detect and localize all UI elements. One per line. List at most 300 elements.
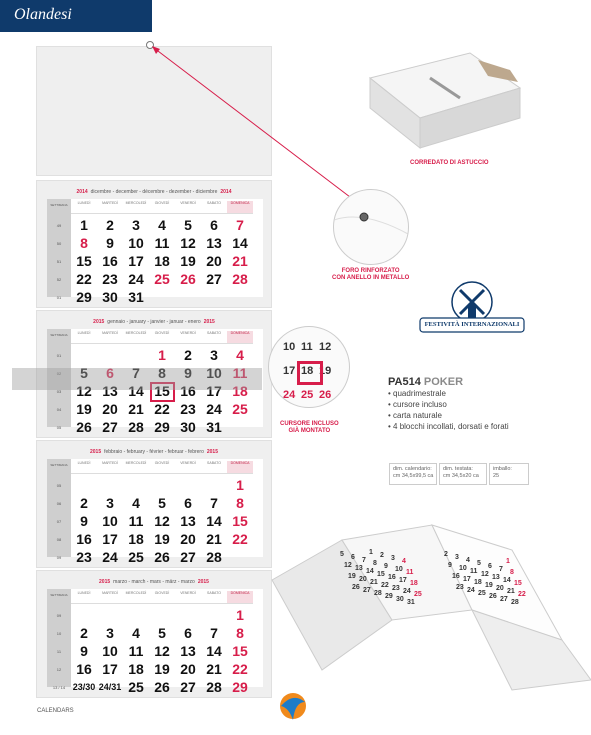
- feature-item: [388, 410, 509, 421]
- gift-case-illustration: [360, 48, 530, 158]
- lens-row3-a: 24: [283, 389, 296, 401]
- lens-cursor-square: [297, 361, 323, 385]
- day-cell: 15: [154, 383, 170, 399]
- fold-day-cell: 26: [489, 593, 497, 600]
- week-number: 52: [56, 277, 62, 282]
- day-cell: 13: [102, 383, 118, 399]
- day-cell: 19: [180, 253, 196, 269]
- month-panel: [36, 570, 272, 698]
- day-cell: 13: [180, 513, 196, 529]
- hole-detail-lens: [333, 189, 409, 265]
- month-year: 2015: [197, 579, 209, 585]
- day-cell: 4: [236, 347, 244, 363]
- day-cell: 11: [128, 513, 144, 529]
- day-cell: 27: [206, 271, 222, 287]
- spec-label: imballo:: [493, 466, 512, 472]
- day-cell: 3: [210, 347, 218, 363]
- day-cell: 28: [206, 549, 222, 565]
- month-grid: [47, 199, 263, 305]
- day-cell: 2: [80, 495, 88, 511]
- fold-day-cell: 15: [514, 580, 522, 587]
- day-cell: 23: [76, 549, 92, 565]
- day-cell: 15: [232, 643, 248, 659]
- day-cell: 25: [154, 271, 170, 287]
- month-name: gennaio - january - janvier - januar - enero: [107, 319, 201, 325]
- day-cell: 23/30: [72, 682, 96, 692]
- day-cell: 20: [180, 531, 196, 547]
- fold-day-cell: 10: [459, 565, 467, 572]
- fold-day-cell: 19: [485, 582, 493, 589]
- fold-day-cell: 6: [488, 563, 492, 570]
- day-cell: 16: [102, 253, 118, 269]
- month-panel: [36, 180, 272, 308]
- lens-row3-b: 25: [301, 389, 314, 401]
- week-number: 05: [56, 483, 62, 488]
- day-cell: 30: [180, 419, 196, 435]
- day-cell: 7: [236, 217, 244, 233]
- fold-day-cell: 6: [351, 554, 355, 561]
- day-cell: 26: [76, 419, 92, 435]
- day-cell: 8: [158, 365, 166, 381]
- fold-day-cell: 4: [466, 557, 470, 564]
- day-cell: 14: [206, 513, 222, 529]
- feature-text: carta naturale: [393, 411, 442, 420]
- hole-caption-line1: FORO RINFORZATO: [341, 268, 400, 274]
- day-cell: 2: [184, 347, 192, 363]
- metal-ring-icon: [334, 190, 408, 264]
- spec-value: cm 34,5x99,5 ca: [393, 473, 434, 479]
- day-cell: 6: [184, 625, 192, 641]
- fold-day-cell: 14: [366, 568, 374, 575]
- fold-day-cell: 8: [510, 569, 514, 576]
- folded-calendar-illustration: [262, 520, 591, 700]
- bullet-icon: •: [388, 411, 394, 420]
- fold-day-cell: 31: [407, 599, 415, 606]
- day-cell: 18: [232, 383, 248, 399]
- day-cell: 26: [154, 549, 170, 565]
- section-title: Olandesi: [14, 6, 72, 23]
- weekday-header: MARTEDÌ: [97, 331, 123, 344]
- day-cell: 1: [158, 347, 166, 363]
- day-cell: 21: [206, 661, 222, 677]
- week-column: [47, 589, 71, 687]
- fold-day-cell: 29: [385, 593, 393, 600]
- day-cell: 12: [154, 513, 170, 529]
- month-title: [37, 189, 271, 195]
- fold-day-cell: 22: [518, 591, 526, 598]
- week-number: 50: [56, 241, 62, 246]
- day-cell: 4: [132, 495, 140, 511]
- day-cell: 29: [154, 419, 170, 435]
- spec-value: 25: [493, 473, 500, 479]
- week-column: [47, 199, 71, 297]
- fold-day-cell: 25: [414, 591, 422, 598]
- week-header: SETTIMANA: [50, 203, 68, 207]
- week-number: 02: [56, 371, 62, 376]
- day-cell: 3: [132, 217, 140, 233]
- week-header: SETTIMANA: [50, 333, 68, 337]
- fold-day-cell: 27: [500, 596, 508, 603]
- month-year: 2015: [99, 579, 111, 585]
- day-cell: 11: [232, 365, 248, 381]
- month-name: dicembre - december - décembre - dezember - diciembre: [90, 189, 218, 195]
- month-year: 2014: [220, 189, 232, 195]
- day-cell: 3: [106, 625, 114, 641]
- month-panel: [36, 440, 272, 568]
- month-year: 2015: [206, 449, 218, 455]
- hole-caption: [332, 268, 409, 282]
- cursor-caption: [280, 421, 339, 435]
- week-number: 05: [56, 425, 62, 430]
- day-cell: 17: [128, 253, 144, 269]
- month-name: marzo - march - mars - märz - marzo: [113, 579, 195, 585]
- lens-row2-b: 18: [301, 365, 314, 377]
- weekday-header: LUNEDÌ: [71, 201, 97, 214]
- bullet-icon: •: [388, 389, 394, 398]
- month-year: 2014: [76, 189, 88, 195]
- week-number: 09: [56, 555, 62, 560]
- day-cell: 7: [210, 495, 218, 511]
- day-cell: 9: [106, 235, 114, 251]
- day-cell: 17: [102, 661, 118, 677]
- month-grid: [47, 459, 263, 565]
- day-cell: 14: [206, 643, 222, 659]
- day-cell: 21: [206, 531, 222, 547]
- week-number: 10: [56, 631, 62, 636]
- weekday-header: MARTEDÌ: [97, 591, 123, 604]
- day-cell: 27: [180, 679, 196, 695]
- lens-row2-a: 17: [283, 365, 296, 377]
- product-title: [388, 376, 509, 388]
- cursor-caption-line2: GIÀ MONTATO: [288, 428, 331, 434]
- day-cell: 22: [76, 271, 92, 287]
- weekday-header: GIOVEDÌ: [149, 461, 175, 474]
- day-cell: 12: [154, 643, 170, 659]
- spec-box: [389, 463, 437, 485]
- week-number: 06: [56, 501, 62, 506]
- day-cell: 21: [232, 253, 248, 269]
- day-cell: 30: [102, 289, 118, 305]
- day-cell: 9: [80, 643, 88, 659]
- day-cell: 18: [128, 661, 144, 677]
- day-cell: 25: [232, 401, 248, 417]
- feature-item: [388, 388, 509, 399]
- day-cell: 22: [232, 531, 248, 547]
- week-number: 01: [56, 353, 62, 358]
- product-code: PA514: [388, 376, 421, 388]
- fold-day-cell: 11: [470, 568, 478, 575]
- week-number: 49: [56, 223, 62, 228]
- fold-day-cell: 4: [402, 558, 406, 565]
- day-cell: 25: [128, 679, 144, 695]
- fold-day-cell: 12: [481, 571, 489, 578]
- day-cell: 14: [232, 235, 248, 251]
- week-number: 08: [56, 537, 62, 542]
- fold-day-cell: 21: [507, 588, 515, 595]
- weekday-header: VENERDÌ: [175, 331, 201, 344]
- day-cell: 22: [232, 661, 248, 677]
- fold-day-cell: 3: [455, 554, 459, 561]
- weekday-header: SABATO: [201, 201, 227, 214]
- day-cell: 8: [80, 235, 88, 251]
- day-cell: 8: [236, 625, 244, 641]
- week-number: 01: [56, 295, 62, 300]
- week-number: 11: [56, 649, 62, 654]
- feature-text: quadrimestrale: [393, 389, 446, 398]
- day-cell: 9: [80, 513, 88, 529]
- week-number: 51: [56, 259, 62, 264]
- month-year: 2015: [89, 449, 102, 455]
- fold-day-cell: 2: [380, 552, 384, 559]
- weekday-header: LUNEDÌ: [71, 591, 97, 604]
- day-cell: 7: [132, 365, 140, 381]
- weekday-header: VENERDÌ: [175, 201, 201, 214]
- day-cell: 20: [180, 661, 196, 677]
- weekday-header: LUNEDÌ: [71, 461, 97, 474]
- day-cell: 6: [106, 365, 114, 381]
- cursor-detail-lens: [268, 326, 350, 408]
- lens-row3-c: 26: [319, 389, 332, 401]
- fold-day-cell: 5: [340, 551, 344, 558]
- weekday-header: SABATO: [201, 331, 227, 344]
- day-cell: 9: [184, 365, 192, 381]
- feature-text: 4 blocchi incollati, dorsati e forati: [393, 422, 509, 431]
- weekday-header: MERCOLEDÌ: [123, 331, 149, 344]
- day-cell: 12: [180, 235, 196, 251]
- day-cell: 4: [132, 625, 140, 641]
- day-cell: 10: [102, 513, 118, 529]
- month-year: 2015: [93, 319, 105, 325]
- weekday-header: GIOVEDÌ: [149, 201, 175, 214]
- weekday-header: LUNEDÌ: [71, 331, 97, 344]
- weekday-header: GIOVEDÌ: [149, 591, 175, 604]
- fold-day-cell: 25: [478, 590, 486, 597]
- fold-day-cell: 28: [374, 590, 382, 597]
- day-cell: 27: [102, 419, 118, 435]
- day-cell: 13: [180, 643, 196, 659]
- week-number: 04: [56, 407, 62, 412]
- month-title: [37, 449, 271, 455]
- day-cell: 19: [154, 661, 170, 677]
- day-cell: 5: [158, 625, 166, 641]
- fold-day-cell: 26: [352, 584, 360, 591]
- spec-value: cm 34,5x20 ca: [443, 473, 479, 479]
- weekday-header: MERCOLEDÌ: [123, 201, 149, 214]
- day-cell: 2: [80, 625, 88, 641]
- day-cell: 1: [236, 607, 244, 623]
- fold-day-cell: 1: [506, 558, 510, 565]
- fold-day-cell: 8: [373, 560, 377, 567]
- spec-label: dim. testata:: [443, 466, 473, 472]
- weekday-header: DOMENICA: [227, 331, 253, 344]
- fold-day-cell: 16: [388, 574, 396, 581]
- day-cell: 10: [206, 365, 222, 381]
- weekday-header: GIOVEDÌ: [149, 331, 175, 344]
- lens-row1-c: 12: [319, 341, 332, 353]
- fold-day-cell: 12: [344, 562, 352, 569]
- day-cell: 14: [128, 383, 144, 399]
- weekday-header: DOMENICA: [227, 461, 253, 474]
- fold-day-cell: 2: [444, 551, 448, 558]
- day-cell: 29: [232, 679, 248, 695]
- weekday-header: MARTEDÌ: [97, 201, 123, 214]
- day-cell: 4: [158, 217, 166, 233]
- day-cell: 13: [206, 235, 222, 251]
- spec-box: [489, 463, 529, 485]
- fold-day-cell: 17: [399, 577, 407, 584]
- day-cell: 20: [102, 401, 118, 417]
- week-header: SETTIMANA: [50, 593, 68, 597]
- month-title: [37, 579, 271, 585]
- day-cell: 10: [102, 643, 118, 659]
- weekday-header: VENERDÌ: [175, 461, 201, 474]
- fold-day-cell: 9: [384, 563, 388, 570]
- day-cell: 31: [206, 419, 222, 435]
- festivita-logo: [418, 280, 526, 340]
- day-cell: 31: [128, 289, 144, 305]
- fold-day-cell: 17: [463, 576, 471, 583]
- fold-day-cell: 13: [492, 574, 500, 581]
- day-cell: 28: [128, 419, 144, 435]
- lens-row1-a: 10: [283, 341, 296, 353]
- spec-label: dim. calendario:: [393, 466, 432, 472]
- day-cell: 20: [206, 253, 222, 269]
- day-cell: 16: [76, 661, 92, 677]
- product-features: [388, 388, 509, 432]
- day-cell: 5: [158, 495, 166, 511]
- spec-box: [439, 463, 487, 485]
- hole-caption-line2: CON ANELLO IN METALLO: [332, 275, 410, 281]
- fold-day-cell: 3: [391, 555, 395, 562]
- fold-day-cell: 10: [395, 566, 403, 573]
- day-cell: 22: [154, 401, 170, 417]
- feature-item: [388, 421, 509, 432]
- day-cell: 10: [128, 235, 144, 251]
- weekday-header: DOMENICA: [227, 591, 253, 604]
- fold-day-cell: 27: [363, 587, 371, 594]
- day-cell: 16: [180, 383, 196, 399]
- fold-day-cell: 9: [448, 562, 452, 569]
- fold-day-cell: 30: [396, 596, 404, 603]
- month-year: 2015: [203, 319, 215, 325]
- product-info: [388, 376, 509, 432]
- footer-label: CALENDARS: [37, 708, 74, 714]
- cursor-caption-line1: CURSORE INCLUSO: [280, 421, 339, 427]
- fold-day-cell: 20: [496, 585, 504, 592]
- day-cell: 3: [106, 495, 114, 511]
- fold-day-cell: 24: [467, 587, 475, 594]
- fold-day-cell: 28: [511, 599, 519, 606]
- day-cell: 5: [80, 365, 88, 381]
- month-grid: [47, 589, 263, 695]
- weekday-header: DOMENICA: [227, 201, 253, 214]
- fold-day-cell: 1: [369, 549, 373, 556]
- day-cell: 23: [180, 401, 196, 417]
- day-cell: 24: [206, 401, 222, 417]
- bullet-icon: •: [388, 400, 394, 409]
- fold-day-cell: 21: [370, 579, 378, 586]
- day-cell: 28: [232, 271, 248, 287]
- day-cell: 7: [210, 625, 218, 641]
- weekday-header: MERCOLEDÌ: [123, 591, 149, 604]
- fold-day-cell: 18: [474, 579, 482, 586]
- day-cell: 12: [76, 383, 92, 399]
- week-number: 13 / 14: [52, 685, 66, 690]
- week-number: 12: [56, 667, 62, 672]
- day-cell: 8: [236, 495, 244, 511]
- festivita-label: FESTIVITÀ INTERNAZIONALI: [424, 321, 520, 328]
- bullet-icon: •: [388, 422, 394, 431]
- weekday-header: SABATO: [201, 591, 227, 604]
- day-cell: 29: [76, 289, 92, 305]
- lens-row1-b: 11: [301, 341, 313, 353]
- feature-text: cursore incluso: [393, 400, 447, 409]
- day-cell: 21: [128, 401, 144, 417]
- fold-day-cell: 7: [362, 557, 366, 564]
- day-cell: 27: [180, 549, 196, 565]
- fold-day-cell: 23: [392, 585, 400, 592]
- windmill-icon: [418, 280, 526, 340]
- product-name: POKER: [423, 376, 464, 388]
- fold-day-cell: 11: [406, 569, 414, 576]
- fold-day-cell: 14: [503, 577, 511, 584]
- day-cell: 1: [236, 477, 244, 493]
- brand-logo-icon: [277, 690, 309, 722]
- fold-day-cell: 5: [477, 560, 481, 567]
- day-cell: 19: [154, 531, 170, 547]
- feature-item: [388, 399, 509, 410]
- fold-day-cell: 20: [359, 576, 367, 583]
- day-cell: 17: [102, 531, 118, 547]
- day-cell: 24: [128, 271, 144, 287]
- weekday-header: MERCOLEDÌ: [123, 461, 149, 474]
- week-column: [47, 459, 71, 557]
- day-cell: 11: [128, 643, 144, 659]
- day-cell: 6: [184, 495, 192, 511]
- fold-day-cell: 16: [452, 573, 460, 580]
- day-cell: 24/31: [98, 682, 122, 692]
- day-cell: 26: [154, 679, 170, 695]
- day-cell: 23: [102, 271, 118, 287]
- day-cell: 18: [154, 253, 170, 269]
- lens-row2-c: 19: [319, 365, 332, 377]
- day-cell: 6: [210, 217, 218, 233]
- cursor-slider-band: [12, 368, 262, 390]
- fold-day-cell: 15: [377, 571, 385, 578]
- week-header: SETTIMANA: [50, 463, 68, 467]
- day-cell: 18: [128, 531, 144, 547]
- weekday-header: VENERDÌ: [175, 591, 201, 604]
- weekday-header: SABATO: [201, 461, 227, 474]
- day-cell: 25: [128, 549, 144, 565]
- week-number: 07: [56, 519, 62, 524]
- fold-day-cell: 7: [499, 566, 503, 573]
- day-cell: 15: [76, 253, 92, 269]
- week-number: 03: [56, 389, 62, 394]
- fold-day-cell: 13: [355, 565, 363, 572]
- fold-day-cell: 23: [456, 584, 464, 591]
- day-cell: 2: [106, 217, 114, 233]
- day-cell: 5: [184, 217, 192, 233]
- day-cell: 19: [76, 401, 92, 417]
- day-cell: 24: [102, 549, 118, 565]
- month-name: febbraio - february - février - februar - febrero: [104, 449, 204, 455]
- day-cell: 17: [206, 383, 222, 399]
- week-number: 09: [56, 613, 62, 618]
- day-cell: 11: [154, 235, 170, 251]
- month-title: [37, 319, 271, 325]
- day-cell: 26: [180, 271, 196, 287]
